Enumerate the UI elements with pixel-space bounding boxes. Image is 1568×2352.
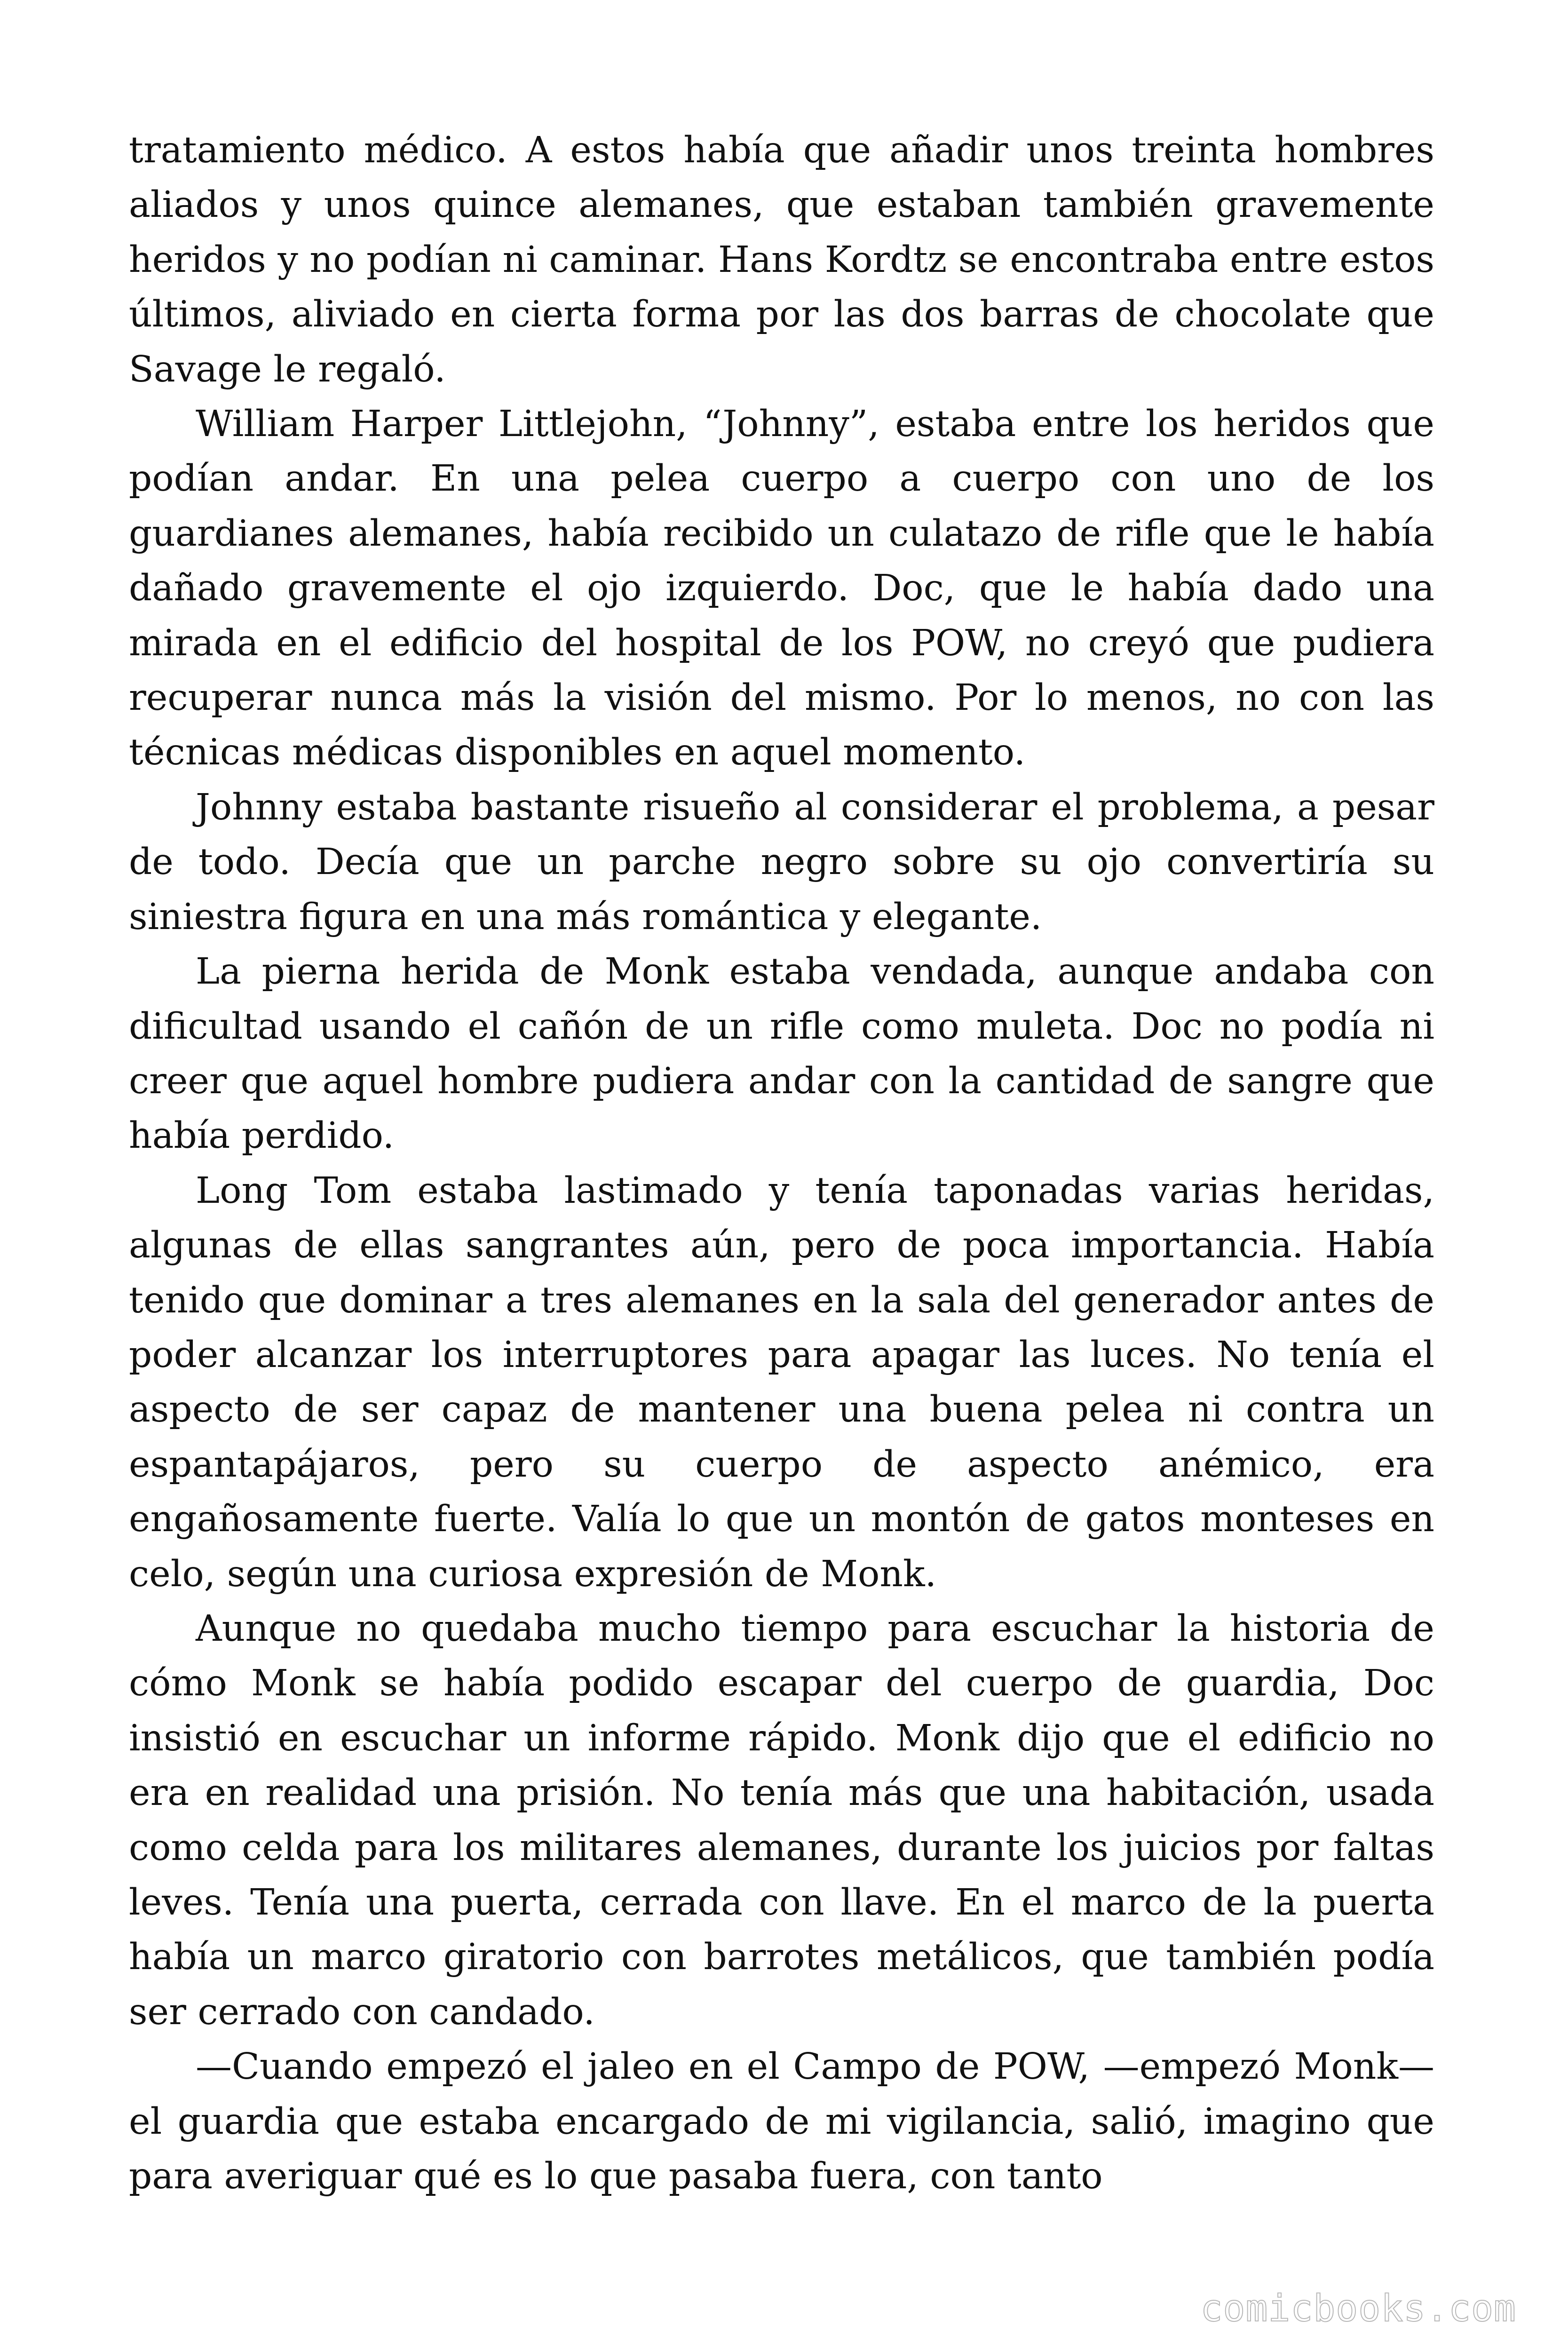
paragraph-4: La pierna herida de Monk estaba vendada, aunque andaba con dificultad usando el cañón de un rifle como muleta. Doc no podía ni creer que aquel hombre pudiera andar con la cantidad de sangre que había perdido. xyxy=(129,951,1434,1157)
paragraph-2: William Harper Littlejohn, “Johnny”, estaba entre los heridos que podían andar. En una pelea cuerpo a cuerpo con uno de los guardianes alemanes, había recibido un culatazo de rifle que le había dañado gravemente el ojo izquierdo. Doc, que le había dado una mirada en el edificio del hospital de los POW, no creyó que pudiera recuperar nunca más la visión del mismo. Por lo menos, no con las técnicas médicas disponibles en aquel momento. xyxy=(129,403,1434,774)
paragraph-1: tratamiento médico. A estos había que añadir unos treinta hombres aliados y unos quince alemanes, que estaban también gravemente heridos y no podían ni caminar. Hans Kordtz se encontraba entre estos últimos, aliviado en cierta forma por las dos barras de chocolate que Savage le regaló. xyxy=(129,129,1434,390)
watermark: comicbooks.com xyxy=(1200,2288,1516,2330)
paragraph-3: Johnny estaba bastante risueño al considerar el problema, a pesar de todo. Decía que un parche negro sobre su ojo convertiría su siniestra figura en una más romántica y elegante. xyxy=(129,786,1434,938)
paragraph-5: Long Tom estaba lastimado y tenía taponadas varias heridas, algunas de ellas sangrantes aún, pero de poca importancia. Había tenido que dominar a tres alemanes en la sala del generador antes de poder alcanzar los interruptores para apagar las luces. No tenía el aspecto de ser capaz de mantener una buena pelea ni contra un espantapájaros, pero su cuerpo de aspecto anémico, era engañosamente fuerte. Valía lo que un montón de gatos monteses en celo, según una curiosa expresión de Monk. xyxy=(129,1169,1434,1595)
paragraph-7: —Cuando empezó el jaleo en el Campo de POW, —empezó Monk— el guardia que estaba encargado de mi vigilancia, salió, imagino que para averiguar qué es lo que pasaba fuera, con tanto xyxy=(129,2046,1434,2198)
paragraph-6: Aunque no quedaba mucho tiempo para escuchar la historia de cómo Monk se había podido escapar del cuerpo de guardia, Doc insistió en escuchar un informe rápido. Monk dijo que el edificio no era en realidad una prisión. No tenía más que una habitación, usada como celda para los militares alemanes, durante los juicios por faltas leves. Tenía una puerta, cerrada con llave. En el marco de la puerta había un marco giratorio con barrotes metálicos, que también podía ser cerrado con candado. xyxy=(129,1607,1434,2033)
page-text-body xyxy=(129,123,1434,2204)
